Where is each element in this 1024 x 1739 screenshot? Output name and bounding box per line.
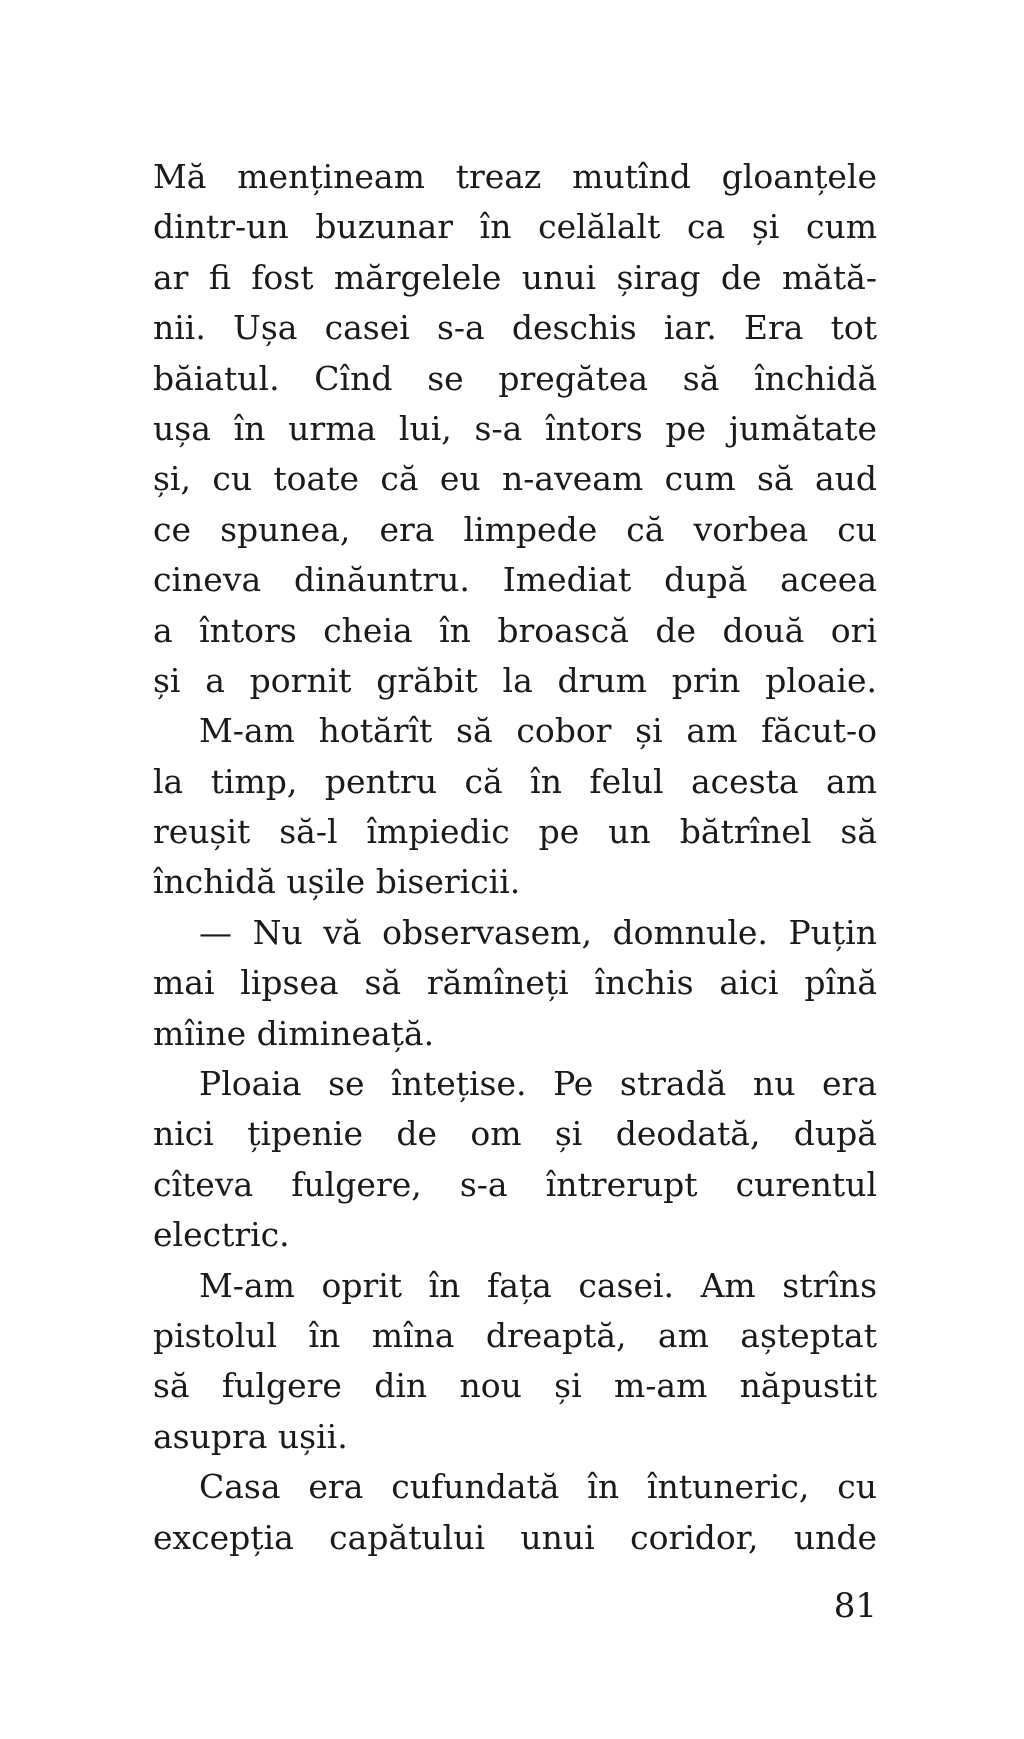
text-line: cineva dinăuntru. Imediat după aceea [153,560,877,600]
text-line: Ploaia se întețise. Pe stradă nu era [199,1064,877,1104]
text-line: la timp, pentru că în felul acesta am [153,761,877,801]
text-line: excepția capătului unui coridor, unde [153,1517,877,1557]
text-line: electric. [153,1215,290,1255]
text-line: M-am oprit în fața casei. Am strîns [199,1265,877,1305]
paragraph [153,908,877,1059]
text-line: și a pornit grăbit la drum prin ploaie. [153,660,877,700]
text-line: închidă ușile bisericii. [153,862,521,902]
text-line: asupra ușii. [153,1416,348,1456]
text-line: ușa în urma lui, s-a întors pe jumătate [153,408,877,448]
text-line: reușit să-l împiedic pe un bătrînel să [153,812,877,852]
text-line: pistolul în mîna dreaptă, am așteptat [153,1315,877,1355]
paragraph [153,152,877,706]
text-line: băiatul. Cînd se pregătea să închidă [153,358,877,398]
paragraph [153,1059,877,1261]
text-line: mîine dimineață. [153,1013,435,1053]
paragraph [153,1462,877,1563]
text-line: nii. Ușa casei s-a deschis iar. Era tot [153,308,877,348]
text-line: cîteva fulgere, s-a întrerupt curentul [153,1164,877,1204]
paragraph [153,1261,877,1463]
text-line: nici țipenie de om și deodată, după [153,1114,877,1154]
text-line: și, cu toate că eu n-aveam cum să aud [153,459,877,499]
page-number: 81 [833,1586,877,1626]
body-text [153,152,877,1563]
text-line: a întors cheia în broască de două ori [153,610,877,650]
text-line: Casa era cufundată în întuneric, cu [199,1467,877,1507]
text-line: ce spunea, era limpede că vorbea cu [153,509,877,549]
text-line: mai lipsea să rămîneți închis aici pînă [153,963,877,1003]
text-line: dintr-un buzunar în celălalt ca și cum [153,207,877,247]
text-line: — Nu vă observasem, domnule. Puțin [199,912,877,952]
text-line: ar fi fost mărgelele unui șirag de mătă- [153,257,877,297]
paragraph [153,706,877,908]
text-line: să fulgere din nou și m-am năpustit [153,1366,877,1406]
text-line: M-am hotărît să cobor și am făcut-o [199,711,877,751]
text-line: Mă mențineam treaz mutînd gloanțele [153,157,877,196]
